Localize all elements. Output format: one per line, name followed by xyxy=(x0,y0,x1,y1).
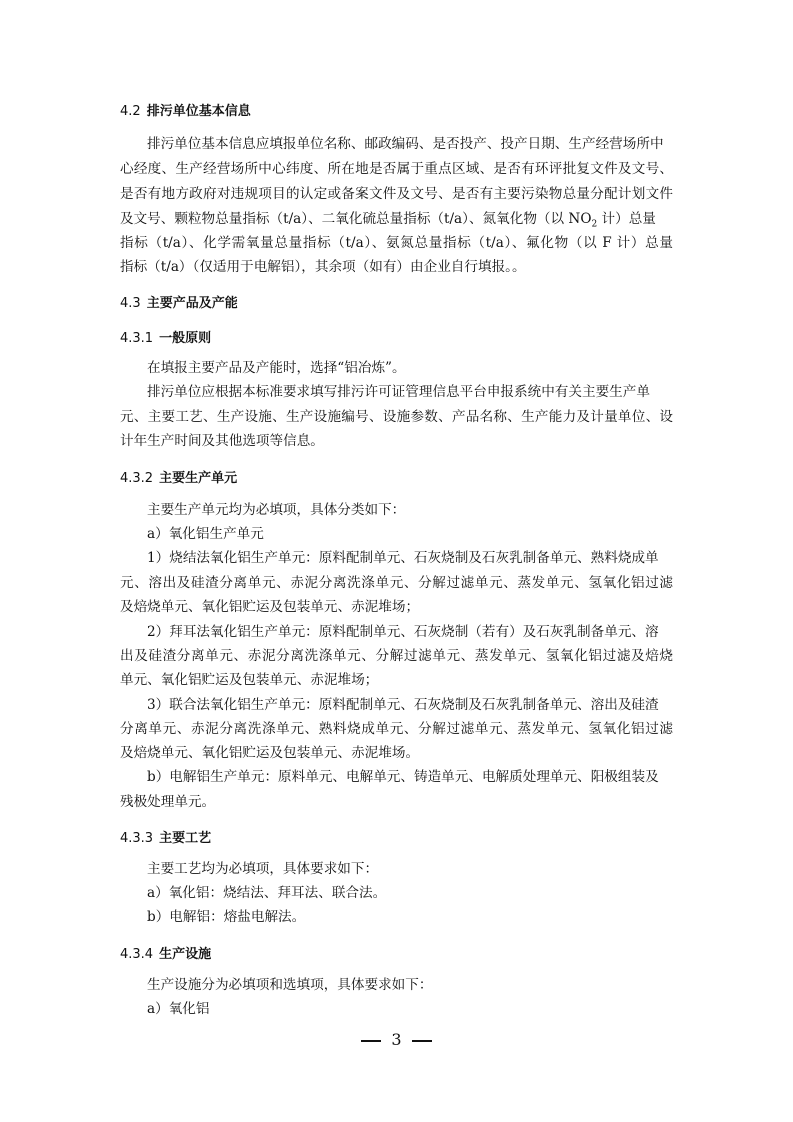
text-line: 心经度、生产经营场所中心纬度、所在地是否属于重点区域、是否有环评批复文件及文号、 xyxy=(120,161,673,177)
text-line: 3）联合法氧化铝生产单元：原料配制单元、石灰烧制及石灰乳制备单元、溶出及硅渣 xyxy=(147,697,659,713)
text-line: 指标（t/a）（仅适用于电解铝），其余项（如有）由企业自行填报。。 xyxy=(120,259,526,275)
text-line: 及焙烧单元、氧化铝贮运及包装单元、赤泥堆场。 xyxy=(120,745,420,761)
section-number: 4.2 xyxy=(120,104,141,119)
page-number-value: 3 xyxy=(391,1030,402,1049)
text-line: 生产设施分为必填项和选填项，具体要求如下： xyxy=(147,977,433,993)
section-title: 排污单位基本信息 xyxy=(146,104,251,119)
text-line: 残极处理单元。 xyxy=(120,794,216,810)
page-number xyxy=(0,1030,793,1049)
text-segment: 及文号、颗粒物总量指标（t/a）、二氧化硫总量指标（t/a）、氮氧化物（以 NO xyxy=(120,211,592,227)
subscript: 2 xyxy=(591,219,598,230)
dash-left xyxy=(361,1040,381,1042)
text-line: 在填报主要产品及产能时，选择“铝冶炼”。 xyxy=(147,360,406,376)
section-title: 一般原则 xyxy=(159,331,212,346)
section-title: 主要生产单元 xyxy=(159,471,238,486)
section-number: 4.3 xyxy=(120,296,141,311)
text-line: 出及硅渣分离单元、赤泥分离洗涤单元、分解过滤单元、蒸发单元、氢氧化铝过滤及焙烧 xyxy=(120,648,673,664)
text-line: 单元、氧化铝贮运及包装单元、赤泥堆场； xyxy=(120,672,379,688)
text-line: a）氧化铝生产单元 xyxy=(147,526,264,542)
text-line: 主要生产单元均为必填项，具体分类如下： xyxy=(147,502,406,518)
text-line: 主要工艺均为必填项，具体要求如下： xyxy=(147,861,379,877)
dash-right xyxy=(412,1040,432,1042)
text-segment: 计）总量 xyxy=(597,211,656,227)
section-heading-4-2 xyxy=(120,100,251,119)
text-line: 及焙烧单元、氧化铝贮运及包装单元、赤泥堆场； xyxy=(120,599,420,615)
text-line: 1）烧结法氧化铝生产单元：原料配制单元、石灰烧制及石灰乳制备单元、熟料烧成单 xyxy=(147,550,659,566)
section-heading-4-3 xyxy=(120,292,238,311)
section-heading-4-3-4 xyxy=(120,943,211,962)
text-line: 是否有地方政府对违规项目的认定或备案文件及文号、是否有主要污染物总量分配计划文件 xyxy=(120,186,673,202)
section-title: 主要工艺 xyxy=(159,831,212,846)
section-heading-4-3-1 xyxy=(120,327,211,346)
section-heading-4-3-3 xyxy=(120,827,211,846)
text-line: a）氧化铝 xyxy=(147,1001,210,1017)
text-line: 元、溶出及硅渣分离单元、赤泥分离洗涤单元、分解过滤单元、蒸发单元、氢氧化铝过滤 xyxy=(120,575,673,591)
text-line: a）氧化铝：烧结法、拜耳法、联合法。 xyxy=(147,885,387,901)
text-line: 指标（t/a）、化学需氧量总量指标（t/a）、氨氮总量指标（t/a）、氟化物（以 F 计）总量 xyxy=(120,235,673,251)
section-title: 主要产品及产能 xyxy=(146,296,238,311)
text-line: 2）拜耳法氧化铝生产单元：原料配制单元、石灰烧制（若有）及石灰乳制备单元、溶 xyxy=(147,624,659,640)
text-line: 排污单位应根据本标准要求填写排污许可证管理信息平台申报系统中有关主要生产单 xyxy=(147,384,650,400)
section-heading-4-3-2 xyxy=(120,467,237,486)
section-number: 4.3.3 xyxy=(120,831,154,846)
text-line: 计年生产时间及其他选项等信息。 xyxy=(120,433,324,449)
section-title: 生产设施 xyxy=(159,947,212,962)
text-line: 分离单元、赤泥分离洗涤单元、熟料烧成单元、分解过滤单元、蒸发单元、氢氧化铝过滤 xyxy=(120,721,673,737)
text-line: 元、主要工艺、生产设施、生产设施编号、设施参数、产品名称、生产能力及计量单位、设 xyxy=(120,409,673,425)
text-line: 排污单位基本信息应填报单位名称、邮政编码、是否投产、投产日期、生产经营场所中 xyxy=(147,136,664,152)
section-number: 4.3.4 xyxy=(120,947,154,962)
text-line: b）电解铝：熔盐电解法。 xyxy=(147,909,306,925)
section-number: 4.3.1 xyxy=(120,331,154,346)
text-line: b）电解铝生产单元：原料单元、电解单元、铸造单元、电解质处理单元、阳极组装及 xyxy=(147,769,659,785)
section-number: 4.3.2 xyxy=(120,471,154,486)
